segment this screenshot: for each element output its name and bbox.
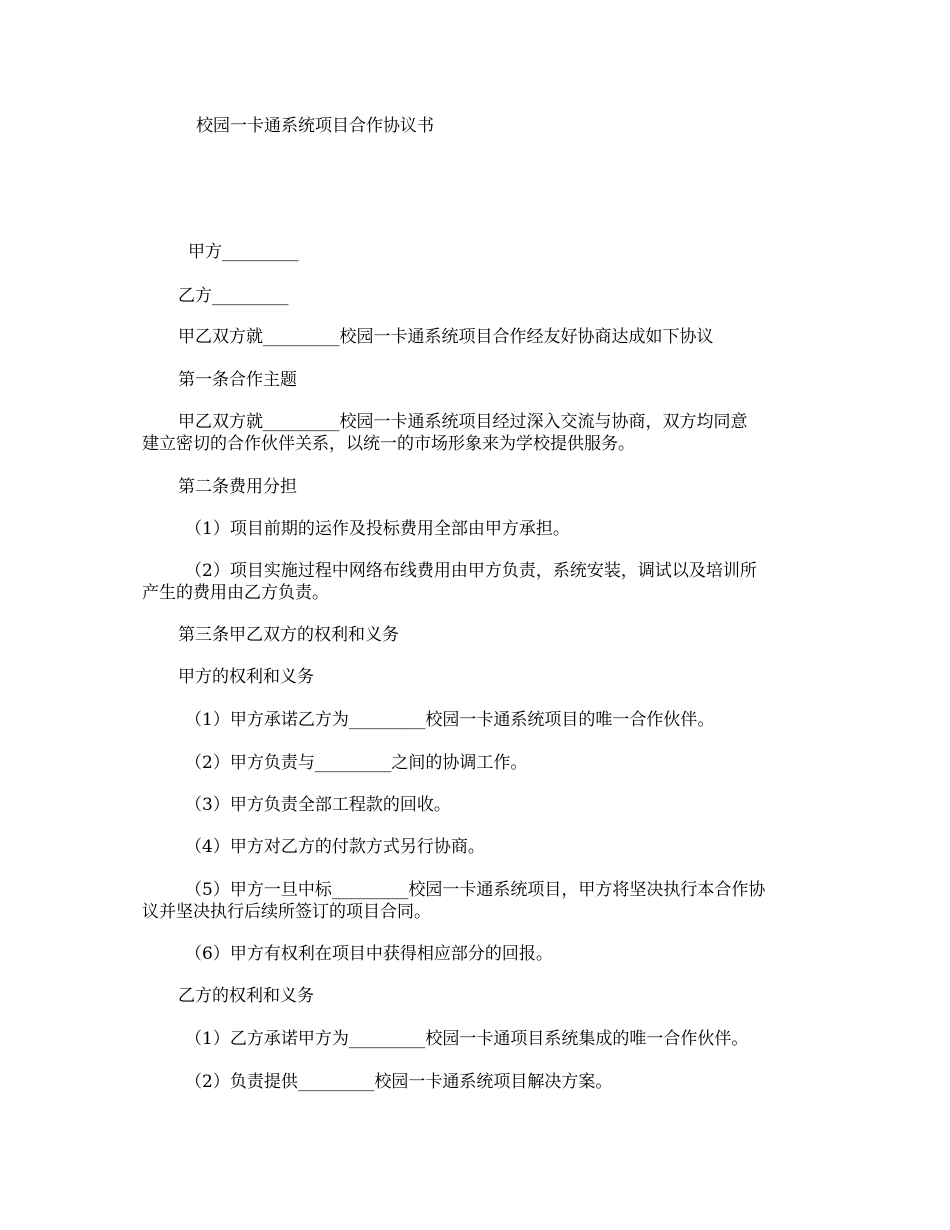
party-a-item-4: （4）甲方对乙方的付款方式另行协商。 [185, 837, 485, 857]
party-b-item-1: （1）乙方承诺甲方为_________校园一卡通项目系统集成的唯一合作伙伴。 [185, 1029, 749, 1049]
party-b-rights-heading: 乙方的权利和义务 [178, 986, 314, 1006]
party-a-item-5-line-1: （5）甲方一旦中标_________校园一卡通系统项目，甲方将坚决执行本合作协 [185, 880, 766, 900]
party-b-line: 乙方_________ [178, 286, 289, 306]
party-a-item-6: （6）甲方有权利在项目中获得相应部分的回报。 [185, 944, 553, 964]
article-2-item-2-line-2: 产生的费用由乙方负责。 [142, 583, 329, 603]
intro-paragraph: 甲乙双方就_________校园一卡通系统项目合作经友好协商达成如下协议 [178, 327, 714, 347]
article-1-heading: 第一条合作主题 [178, 370, 297, 390]
party-a-item-5-line-2: 议并坚决执行后续所签订的项目合同。 [142, 902, 431, 922]
party-a-rights-heading: 甲方的权利和义务 [178, 667, 314, 687]
party-a-item-1: （1）甲方承诺乙方为_________校园一卡通系统项目的唯一合作伙伴。 [185, 710, 715, 730]
article-3-heading: 第三条甲乙双方的权利和义务 [178, 625, 399, 645]
party-a-item-3: （3）甲方负责全部工程款的回收。 [185, 795, 451, 815]
article-1-paragraph-line-2: 建立密切的合作伙伴关系，以统一的市场形象来为学校提供服务。 [142, 434, 635, 454]
article-2-item-1: （1）项目前期的运作及投标费用全部由甲方承担。 [185, 519, 570, 539]
article-1-paragraph-line-1: 甲乙双方就_________校园一卡通系统项目经过深入交流与协商，双方均同意 [178, 412, 748, 432]
article-2-item-2-line-1: （2）项目实施过程中网络布线费用由甲方负责，系统安装，调试以及培训所 [185, 561, 757, 581]
party-a-line: 甲方_________ [188, 242, 299, 262]
party-a-item-2: （2）甲方负责与_________之间的协调工作。 [185, 753, 528, 773]
party-b-item-2: （2）负责提供_________校园一卡通系统项目解决方案。 [185, 1072, 613, 1092]
article-2-heading: 第二条费用分担 [178, 477, 297, 497]
document-title: 校园一卡通系统项目合作协议书 [196, 116, 434, 136]
